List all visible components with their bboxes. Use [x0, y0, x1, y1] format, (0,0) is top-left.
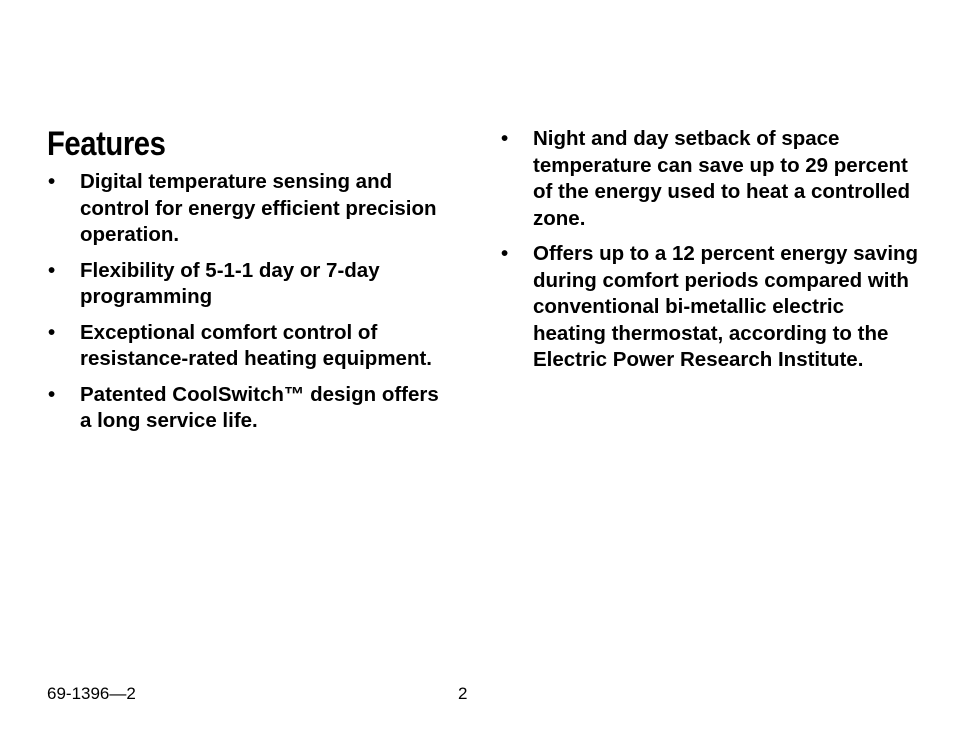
page-heading: Features — [47, 125, 166, 163]
feature-item — [47, 320, 452, 373]
bullet-icon: • — [48, 382, 56, 406]
features-list-left — [47, 169, 452, 444]
feature-text: Offers up to a 12 percent energy saving during comfort periods compared with conventional bi-metallic electric heating thermostat, according to the Electric Power Research Institute. — [533, 242, 919, 371]
feature-item — [47, 169, 452, 249]
feature-item — [47, 382, 452, 435]
feature-text: Exceptional comfort control of resistance-rated heating equipment. — [80, 320, 433, 370]
bullet-icon: • — [501, 127, 509, 150]
bullet-icon: • — [48, 170, 56, 193]
features-list-right — [500, 126, 920, 383]
feature-text: Flexibility of 5-1-1 day or 7-day programming — [80, 258, 380, 308]
feature-item — [47, 258, 452, 311]
bullet-icon: • — [501, 242, 509, 265]
bullet-icon: • — [48, 320, 56, 344]
feature-text: Patented CoolSwitch™ design offers a long service life. — [80, 382, 439, 432]
feature-text: Night and day setback of space temperature can save up to 29 percent of the energy used to heat a controlled zone. — [533, 127, 911, 230]
feature-item — [500, 126, 920, 232]
feature-item — [500, 241, 920, 374]
bullet-icon: • — [48, 258, 56, 282]
document-number: 69-1396—2 — [47, 684, 136, 703]
page-number: 2 — [458, 684, 468, 703]
feature-text: Digital temperature sensing and control for energy efficient precision operation. — [80, 170, 437, 246]
